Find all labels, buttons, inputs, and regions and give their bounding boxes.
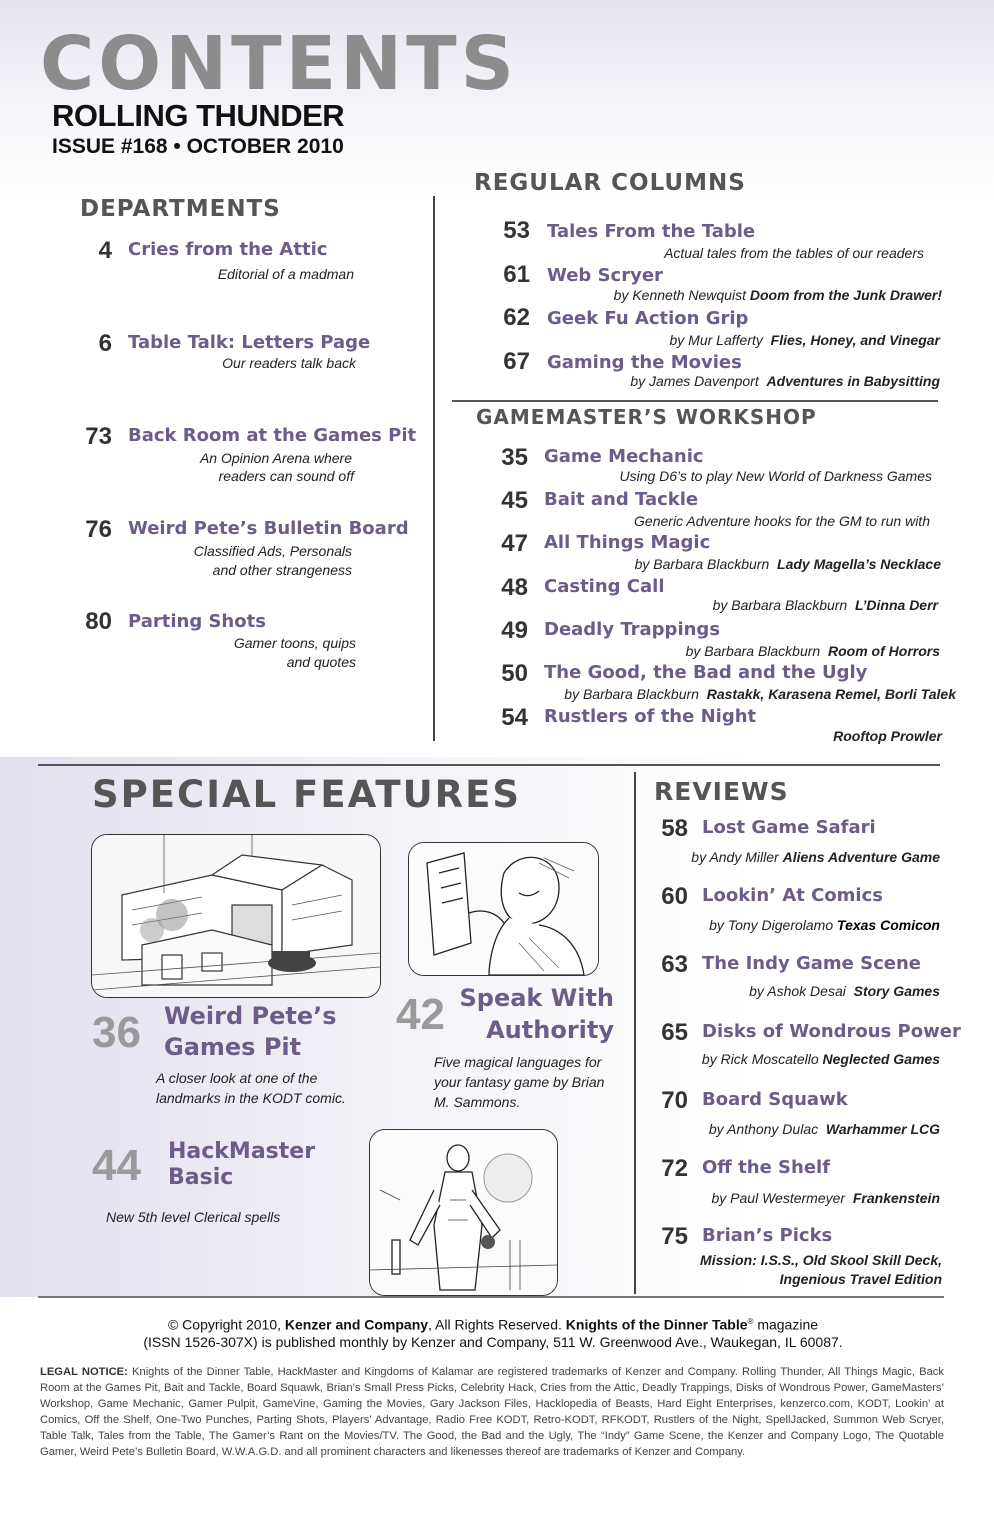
item-subject: Warhammer LCG — [825, 1121, 940, 1137]
item-title: Web Scryer — [547, 265, 663, 286]
item-byline: by Barbara Blackburn Room of Horrors — [685, 643, 940, 659]
column-item[interactable] — [490, 217, 950, 263]
item-subject: Frankenstein — [852, 1190, 940, 1206]
page-number: 75 — [661, 1223, 688, 1250]
item-title: Lookin’ At Comics — [702, 885, 883, 906]
departments-heading: DEPARTMENTS — [80, 196, 281, 222]
item-subject: Flies, Honey, and Vinegar — [770, 332, 940, 348]
page-number: 70 — [661, 1087, 688, 1114]
item-subject: Room of Horrors — [828, 643, 940, 659]
item-title: Bait and Tackle — [544, 489, 699, 510]
magazine-title: ROLLING THUNDER — [52, 98, 345, 133]
special-features-heading: SPECIAL FEATURES — [92, 773, 522, 816]
item-desc: Editorial of a madman — [217, 266, 354, 282]
item-byline — [833, 728, 942, 744]
column-divider — [433, 196, 435, 741]
review-item[interactable] — [648, 815, 948, 875]
page-number: 45 — [501, 487, 528, 514]
page-number: 80 — [85, 608, 112, 635]
item-desc: Five magical languages for — [434, 1054, 602, 1070]
page-number: 62 — [503, 304, 530, 331]
item-title: Geek Fu Action Grip — [547, 308, 749, 329]
page-number: 72 — [661, 1155, 688, 1182]
page-number: 44 — [92, 1141, 141, 1190]
item-byline: by Barbara Blackburn Lady Magella’s Necklace — [634, 556, 941, 572]
company-name: Kenzer and Company — [284, 1316, 429, 1333]
item-subject: Rooftop Prowler — [833, 728, 942, 744]
feature-item[interactable] — [396, 982, 626, 1112]
item-title: Tales From the Table — [547, 221, 756, 242]
page-number: 50 — [501, 660, 528, 687]
item-title: Speak With — [459, 984, 614, 1012]
item-subject: Mission: I.S.S., Old Skool Skill Deck, — [700, 1252, 942, 1268]
item-title: Back Room at the Games Pit — [128, 425, 417, 446]
feature-item[interactable] — [92, 1000, 382, 1110]
review-item[interactable] — [648, 1087, 948, 1147]
workshop-item[interactable] — [488, 704, 958, 746]
workshop-item[interactable] — [488, 530, 958, 572]
item-byline: by Rick Moscatello Neglected Games — [701, 1051, 940, 1067]
item-byline: by Anthony Dulac Warhammer LCG — [708, 1121, 940, 1137]
item-title: Cries from the Attic — [128, 239, 328, 260]
item-byline: by James Davenport Adventures in Babysitting — [630, 373, 940, 389]
issue-line: ISSUE #168 • OCTOBER 2010 — [52, 135, 344, 158]
section-divider — [38, 1296, 944, 1298]
page-number: 48 — [501, 574, 528, 601]
magazine-name: Knights of the Dinner Table — [565, 1316, 748, 1333]
item-title: Rustlers of the Night — [544, 706, 757, 727]
issn-line: (ISSN 1526-307X) is published monthly by Kenzer and Company, 511 W. Greenwood Ave., Waukegan, IL 60087. — [143, 1334, 843, 1350]
item-desc: readers can sound off — [218, 468, 354, 484]
item-title: The Good, the Bad and the Ugly — [544, 662, 868, 683]
weird-petes-illustration — [91, 834, 381, 998]
item-byline: by Mur Lafferty Flies, Honey, and Vinegar — [669, 332, 940, 348]
item-byline: Actual tales from the tables of our readers — [664, 245, 924, 261]
item-desc: landmarks in the KODT comic. — [156, 1090, 346, 1106]
item-subject: Doom from the Junk Drawer! — [749, 287, 942, 303]
item-desc: and other strangeness — [212, 562, 352, 578]
item-byline: Generic Adventure hooks for the GM to run with — [634, 513, 930, 529]
page-number: 4 — [98, 237, 112, 264]
item-title: Off the Shelf — [702, 1157, 831, 1178]
item-desc: and quotes — [286, 654, 356, 670]
page-number: 36 — [92, 1008, 141, 1057]
item-title: Board Squawk — [702, 1089, 848, 1110]
review-item[interactable] — [648, 1223, 948, 1293]
workshop-item[interactable] — [488, 660, 958, 702]
review-item[interactable] — [648, 951, 948, 1011]
item-title: Lost Game Safari — [702, 817, 876, 838]
workshop-item[interactable] — [488, 487, 958, 529]
page-number: 60 — [661, 883, 688, 910]
item-desc: your fantasy game by Brian — [434, 1074, 605, 1090]
item-desc: An Opinion Arena where — [199, 450, 352, 466]
item-title: Table Talk: Letters Page — [128, 332, 371, 353]
department-item[interactable] — [70, 330, 430, 390]
item-subject: Story Games — [853, 983, 940, 999]
page-number: 6 — [98, 330, 112, 357]
page-number: 65 — [661, 1019, 688, 1046]
item-title: Game Mechanic — [544, 446, 704, 467]
page-number: 73 — [85, 423, 112, 450]
page-number: 63 — [661, 951, 688, 978]
column-item[interactable] — [490, 348, 950, 394]
review-item[interactable] — [648, 1155, 948, 1215]
wizard-reading-icon — [409, 843, 598, 975]
page-number: 47 — [501, 530, 528, 557]
section-divider — [38, 764, 940, 766]
speak-with-authority-illustration — [408, 842, 599, 976]
item-title: The Indy Game Scene — [702, 953, 921, 974]
feature-item[interactable] — [92, 1138, 362, 1233]
item-title: Disks of Wondrous Power — [702, 1021, 961, 1042]
legal-label: LEGAL NOTICE: — [40, 1366, 128, 1378]
item-subject: Texas Comicon — [837, 917, 940, 933]
workshop-heading: GAMEMASTER’S WORKSHOP — [476, 405, 817, 429]
item-title: Deadly Trappings — [544, 619, 721, 640]
workshop-item[interactable] — [488, 444, 958, 486]
item-subject: Adventures in Babysitting — [766, 373, 940, 389]
regular-columns-heading: REGULAR COLUMNS — [474, 170, 746, 196]
department-item[interactable] — [70, 237, 430, 297]
column-item[interactable] — [490, 261, 950, 307]
item-title: Gaming the Movies — [547, 352, 742, 373]
page-number: 76 — [85, 516, 112, 543]
item-title: Games Pit — [164, 1033, 302, 1061]
building-sketch-icon — [92, 835, 380, 997]
item-byline: by Paul Westermeyer Frankenstein — [711, 1190, 940, 1206]
item-byline: by Andy Miller Aliens Adventure Game — [691, 849, 940, 865]
item-byline: by Ashok Desai Story Games — [749, 983, 940, 999]
item-byline: by Tony Digerolamo Texas Comicon — [709, 917, 940, 933]
item-subject: Ingenious Travel Edition — [779, 1271, 942, 1287]
page-number: 49 — [501, 617, 528, 644]
page-number: 35 — [501, 444, 528, 471]
page-number: 61 — [503, 261, 530, 288]
item-title: Weird Pete’s — [164, 1002, 337, 1030]
hackmaster-illustration — [369, 1129, 558, 1296]
item-subject: L’Dinna Derr — [855, 597, 938, 613]
item-byline: by Barbara Blackburn L’Dinna Derr — [712, 597, 938, 613]
department-item[interactable] — [70, 608, 430, 678]
page-number: 67 — [503, 348, 530, 375]
section-divider — [452, 400, 938, 402]
item-subject: Aliens Adventure Game — [782, 849, 940, 865]
item-byline: Using D6’s to play New World of Darkness Games — [619, 468, 932, 484]
item-title: HackMaster — [168, 1139, 316, 1164]
reviews-heading: REVIEWS — [654, 777, 789, 806]
item-title: Basic — [168, 1165, 234, 1190]
workshop-item[interactable] — [488, 574, 958, 616]
column-divider — [634, 772, 636, 1294]
department-item[interactable] — [70, 516, 430, 586]
legal-text: Knights of the Dinner Table, HackMaster and Kingdoms of Kalamar are registered trademarks of Kenzer and Company. Rolling Thunder, All Things Magic, Back Room at the Games Pit, Bait and Tackle, Board Squawk, Brian’s Small Press Picks, Celebrity Hack, Cries from the Attic, Deadly Trappings, Disks of Wondrous Power, GameMasters’ Workshop, Game Mechanic, Gamer Pulpit, GameVine, Gaming the Movies, Gary Jackson Files, Hacklopedia of Beasts, Hard Eight Enterprises, kenzerco.com, KODT, Lookin’ at Comics, Off the Shelf, One-Two Punches, Parting Shots, Players’ Advantage, Radio Free KODT, Retro-KODT, RFKODT, Rustlers of the Night, SpellJacked, Summon Web Scryer, Table Talk, Tales from the Table, The Gamer’s Rant on the Movies/TV. The Good, the Bad and the Ugly, The “Indy” Game Scene, the Kenzer and Company Logo, The Quotable Gamer, Weird Pete’s Bulletin Board, W.W.A.G.D. and all prominent characters and likenesses thereof are trademarks of Kenzer and Company. — [40, 1366, 944, 1458]
page-number: 53 — [503, 217, 530, 244]
item-desc: Gamer toons, quips — [233, 635, 356, 651]
item-desc: A closer look at one of the — [156, 1070, 318, 1086]
item-desc: M. Sammons. — [434, 1094, 521, 1110]
item-desc: New 5th level Clerical spells — [106, 1209, 281, 1225]
item-desc: Classified Ads, Personals — [193, 543, 352, 559]
department-item[interactable] — [70, 423, 430, 493]
item-title: Casting Call — [544, 576, 665, 597]
item-subject: Rastakk, Karasena Remel, Borli Talek — [706, 686, 956, 702]
contents-title: CONTENTS — [40, 21, 518, 107]
item-byline: by Barbara Blackburn Rastakk, Karasena Remel, Borli Talek — [564, 686, 956, 702]
item-subject: Lady Magella’s Necklace — [777, 556, 941, 572]
workshop-item[interactable] — [488, 617, 958, 659]
column-item[interactable] — [490, 304, 950, 350]
item-title: Brian’s Picks — [702, 1225, 833, 1246]
item-subject: Neglected Games — [822, 1051, 940, 1067]
item-title: All Things Magic — [544, 532, 711, 553]
item-title: Weird Pete’s Bulletin Board — [128, 518, 409, 539]
page-number: 54 — [501, 704, 528, 731]
item-byline — [700, 1252, 942, 1268]
page-number: 42 — [396, 990, 445, 1039]
item-byline — [780, 1271, 942, 1287]
review-item[interactable] — [648, 883, 948, 943]
copyright-line: © Copyright 2010, Kenzer and Company, All Rights Reserved. Knights of the Dinner Table® magazine — [167, 1316, 819, 1333]
review-item[interactable] — [648, 1019, 961, 1079]
item-title: Authority — [486, 1016, 614, 1044]
item-byline: by Kenneth Newquist Doom from the Junk Drawer! — [613, 287, 942, 303]
item-desc: Our readers talk back — [222, 355, 356, 371]
item-title: Parting Shots — [128, 611, 266, 632]
warrior-sketch-icon — [370, 1130, 557, 1295]
page-number: 58 — [661, 815, 688, 842]
legal-notice — [40, 1364, 944, 1460]
